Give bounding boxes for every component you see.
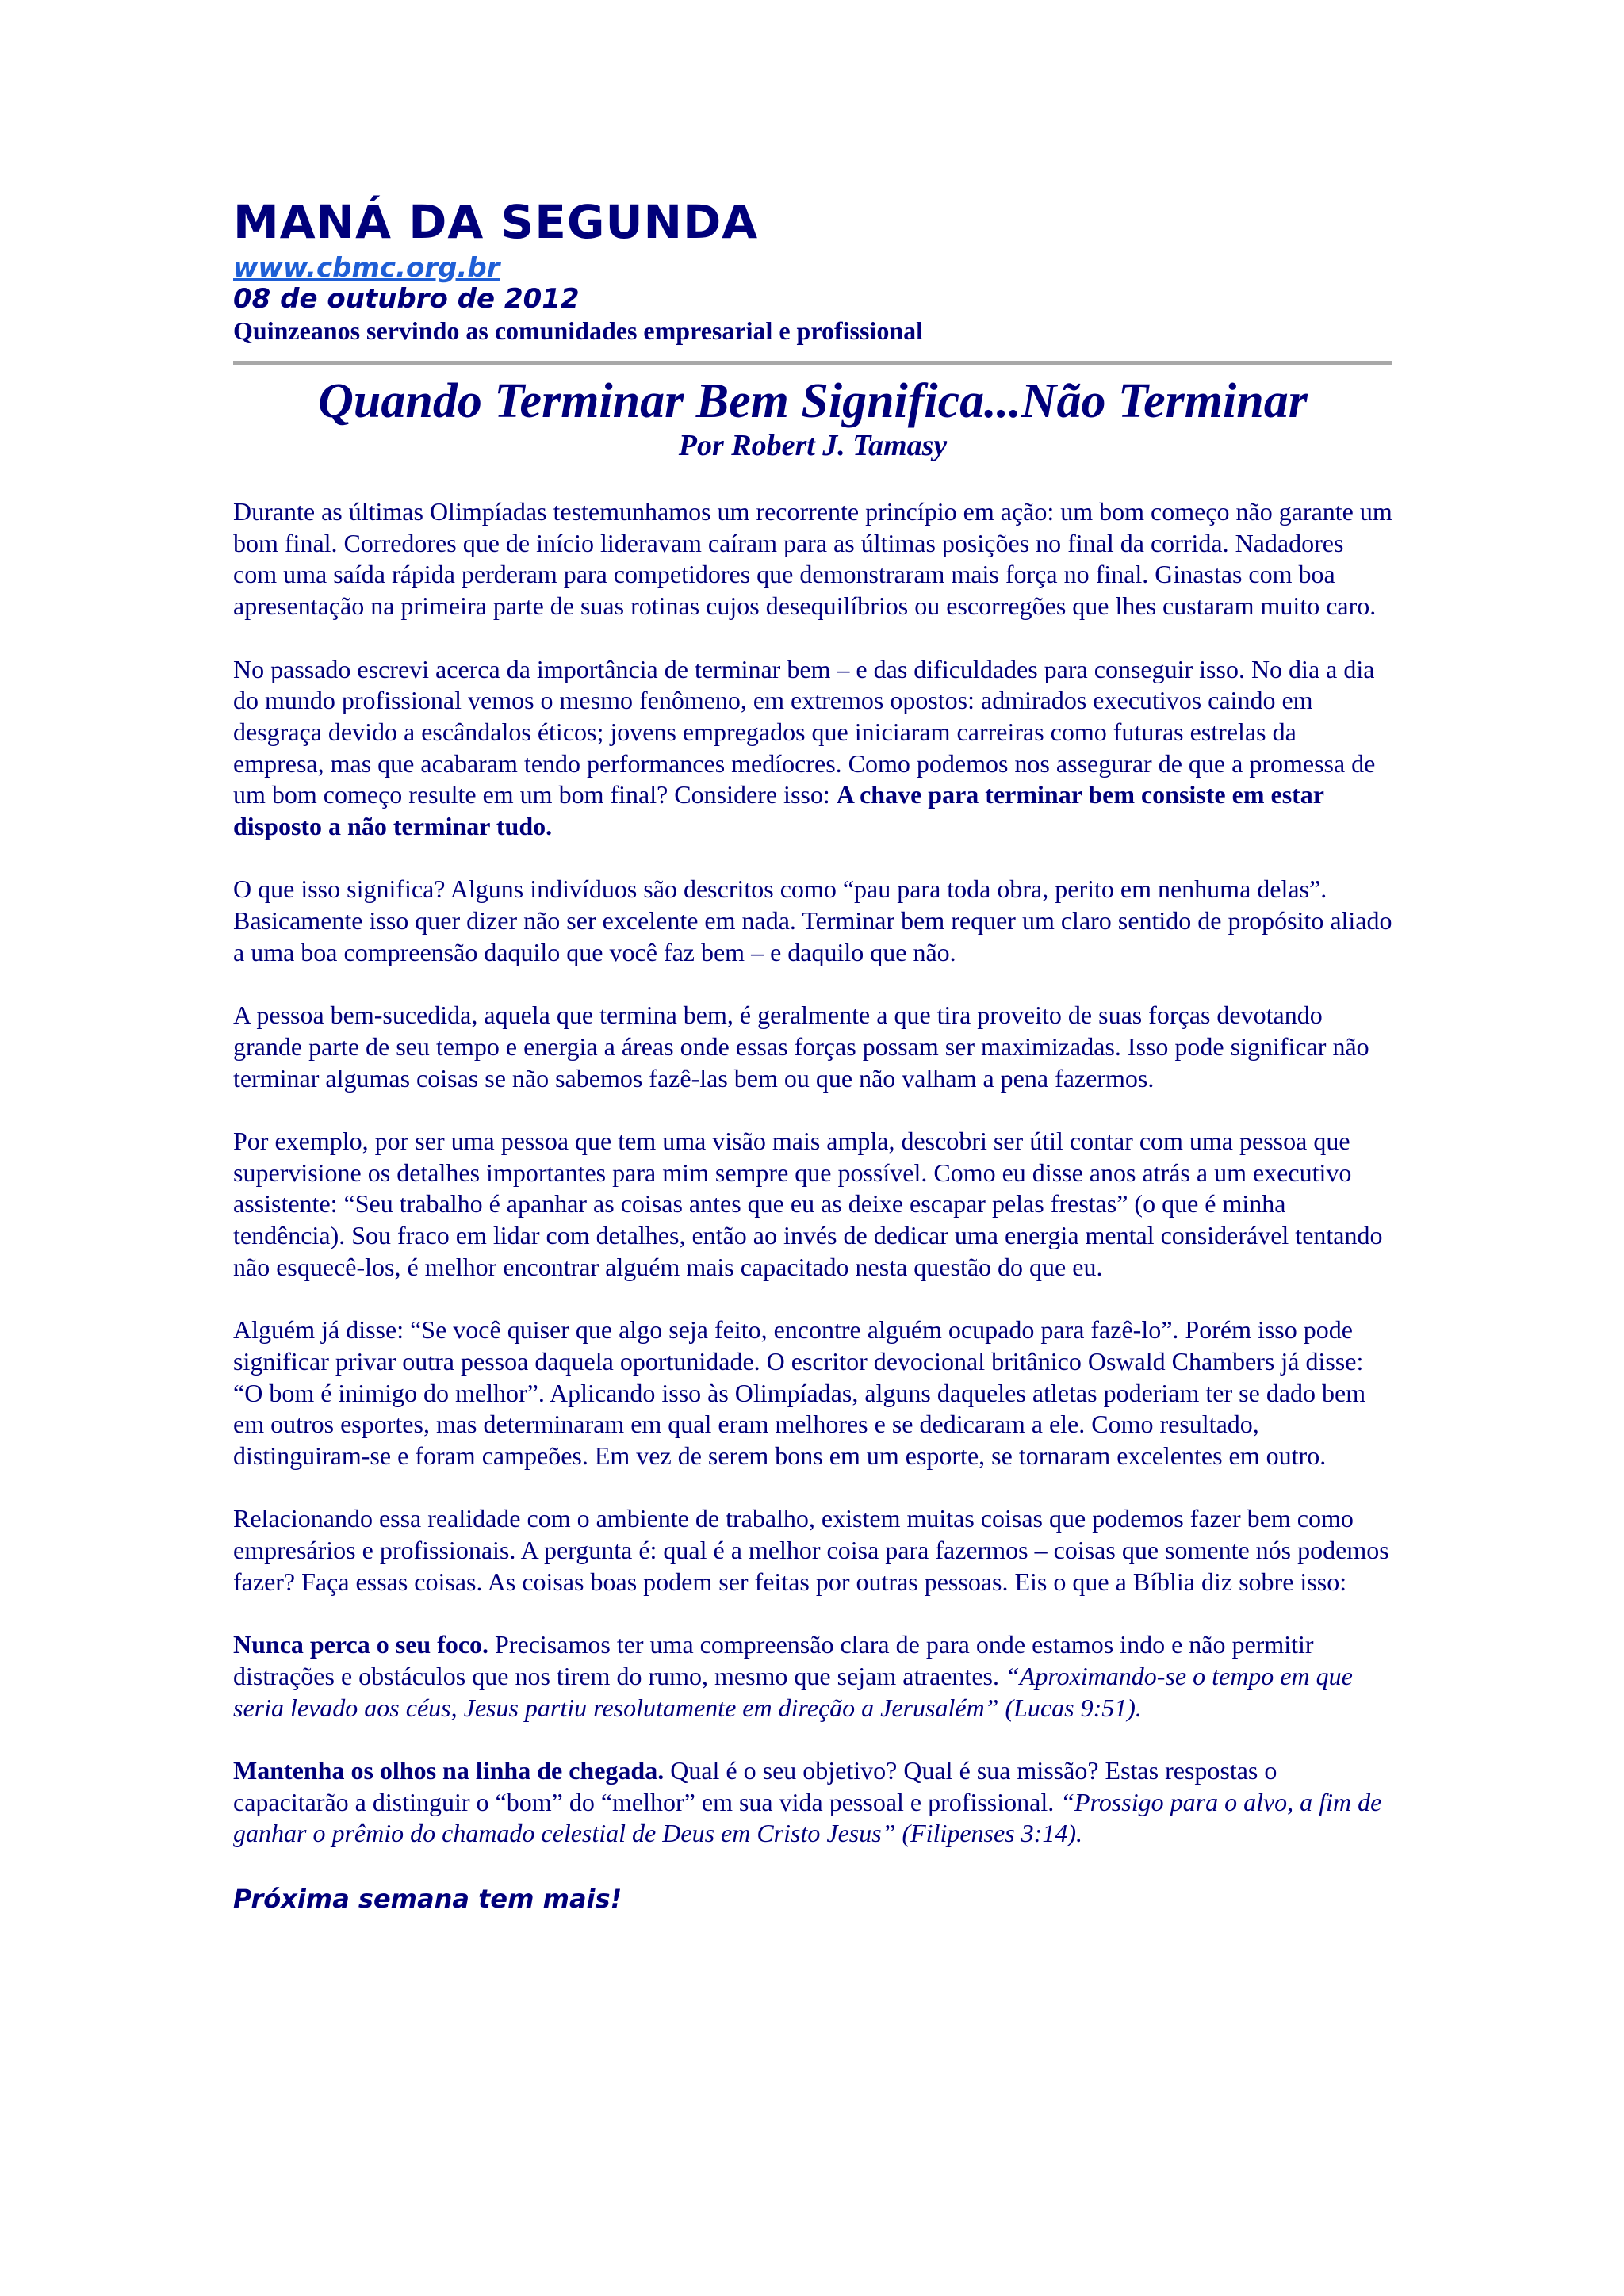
principle-heading: Mantenha os olhos na linha de chegada. [233,1756,665,1785]
masthead-title: MANÁ DA SEGUNDA [233,195,759,249]
paragraph-text: Relacionando essa realidade com o ambiente de trabalho, existem muitas coisas que podemos fazer bem como empresários e profissionais. A pergunta é: qual é a melhor coisa para fazermos – coisas que somente nós podemos fazer? Faça essas coisas. As coisas boas podem ser feitas por outras pessoas. Eis o que a Bíblia diz sobre isso: [233,1504,1389,1596]
article-title: Quando Terminar Bem Significa...Não Terminar [318,374,1308,428]
paragraph-7 [233,1503,1392,1598]
document-page [233,194,1392,1915]
article-body [233,496,1392,1850]
paragraph-text: Precisamos ter uma compreensão clara de para onde estamos indo e não permitir distrações e obstáculos que nos tirem do rumo, mesmo que sejam atraentes. [233,1630,1314,1690]
paragraph-text: Qual é o seu objetivo? Qual é sua missão? Estas respostas o capacitarão a distinguir o “bom” do “melhor” em sua vida pessoal e profissional. [233,1756,1277,1816]
paragraph-3 [233,874,1392,968]
article-byline: Por Robert J. Tamasy [678,429,948,462]
paragraph-text: A pessoa bem-sucedida, aquela que termina bem, é geralmente a que tira proveito de suas forças devotando grande parte de seu tempo e energia a áreas onde essas forças possam ser maximizadas. Isso pode significar não terminar algumas coisas se não sabemos fazê-las bem ou que não valham a pena fazermos. [233,1001,1369,1093]
paragraph-text: O que isso significa? Alguns indivíduos são descritos como “pau para toda obra, perito em nenhuma delas”. Basicamente isso quer dizer não ser excelente em nada. Terminar bem requer um claro sentido de propósito aliado a uma boa compreensão daquilo que você faz bem – e daquilo que não. [233,874,1392,966]
paragraph-5 [233,1126,1392,1284]
principle-heading: Nunca perca o seu foco. [233,1630,489,1659]
paragraph-text: Durante as últimas Olimpíadas testemunhamos um recorrente princípio em ação: um bom começo não garante um bom final. Corredores que de início lideravam caíram para as últimas posições no final da corrida. Nadadores com uma saída rápida perderam para competidores que demonstraram mais força no final. Ginastas com boa apresentação na primeira parte de suas rotinas cujos desequilíbrios ou escorregões que lhes custaram muito caro. [233,497,1392,621]
scripture-quote: “Prossigo para o alvo, a fim de ganhar o prêmio do chamado celestial de Deus em Cristo Jesus” (Filipenses 3:14). [233,1787,1382,1848]
paragraph-text: Alguém já disse: “Se você quiser que algo seja feito, encontre alguém ocupado para fazê-lo”. Porém isso pode significar privar outra pessoa daquela oportunidade. O escritor devocional britânico Oswald Chambers já disse: “O bom é inimigo do melhor”. Aplicando isso às Olimpíadas, alguns daqueles atletas poderiam ter se dado bem em outros esportes, mas determinaram em qual eram melhores e se dedicaram a ele. Como resultado, distinguiram-se e foram campeões. Em vez de serem bons em um esporte, se tornaram excelentes em outro. [233,1315,1366,1471]
paragraph-1 [233,496,1392,622]
masthead-tagline: Quinzeanos servindo as comunidades empresarial e profissional [233,316,923,345]
signoff: Próxima semana tem mais! [233,1884,622,1915]
paragraph-text: No passado escrevi acerca da importância de terminar bem – e das dificuldades para conseguir isso. No dia a dia do mundo profissional vemos o mesmo fenômeno, em extremos opostos: admirados executivos caindo em desgraça devido a escândalos éticos; jovens empregados que iniciaram carreiras como futuras estrelas da empresa, mas que acabaram tendo performances medíocres. Como podemos nos assegurar de que a promessa de um bom começo resulte em um bom final? Considere isso: [233,654,1376,809]
paragraph-2 [233,654,1392,843]
header-divider [233,361,1392,365]
key-statement: A chave para terminar bem consiste em estar disposto a não terminar tudo. [233,780,1324,841]
scripture-quote: “Aproximando-se o tempo em que seria levado aos céus, Jesus partiu resolutamente em direção a Jerusalém” (Lucas 9:51). [233,1661,1353,1722]
paragraph-6 [233,1314,1392,1472]
paragraph-4 [233,1000,1392,1094]
masthead-url-link[interactable]: www.cbmc.org.br [233,252,500,284]
publication-date: 08 de outubro de 2012 [233,283,580,315]
paragraph-text: Por exemplo, por ser uma pessoa que tem uma visão mais ampla, descobri ser útil contar com uma pessoa que supervisione os detalhes importantes para mim sempre que possível. Como eu disse anos atrás a um executivo assistente: “Seu trabalho é apanhar as coisas antes que eu as deixe escapar pelas frestas” (o que é minha tendência). Sou fraco em lidar com detalhes, então ao invés de dedicar uma energia mental considerável tentando não esquecê-los, é melhor encontrar alguém mais capacitado nesta questão do que eu. [233,1127,1383,1281]
paragraph-9 [233,1755,1392,1850]
paragraph-8 [233,1629,1392,1724]
